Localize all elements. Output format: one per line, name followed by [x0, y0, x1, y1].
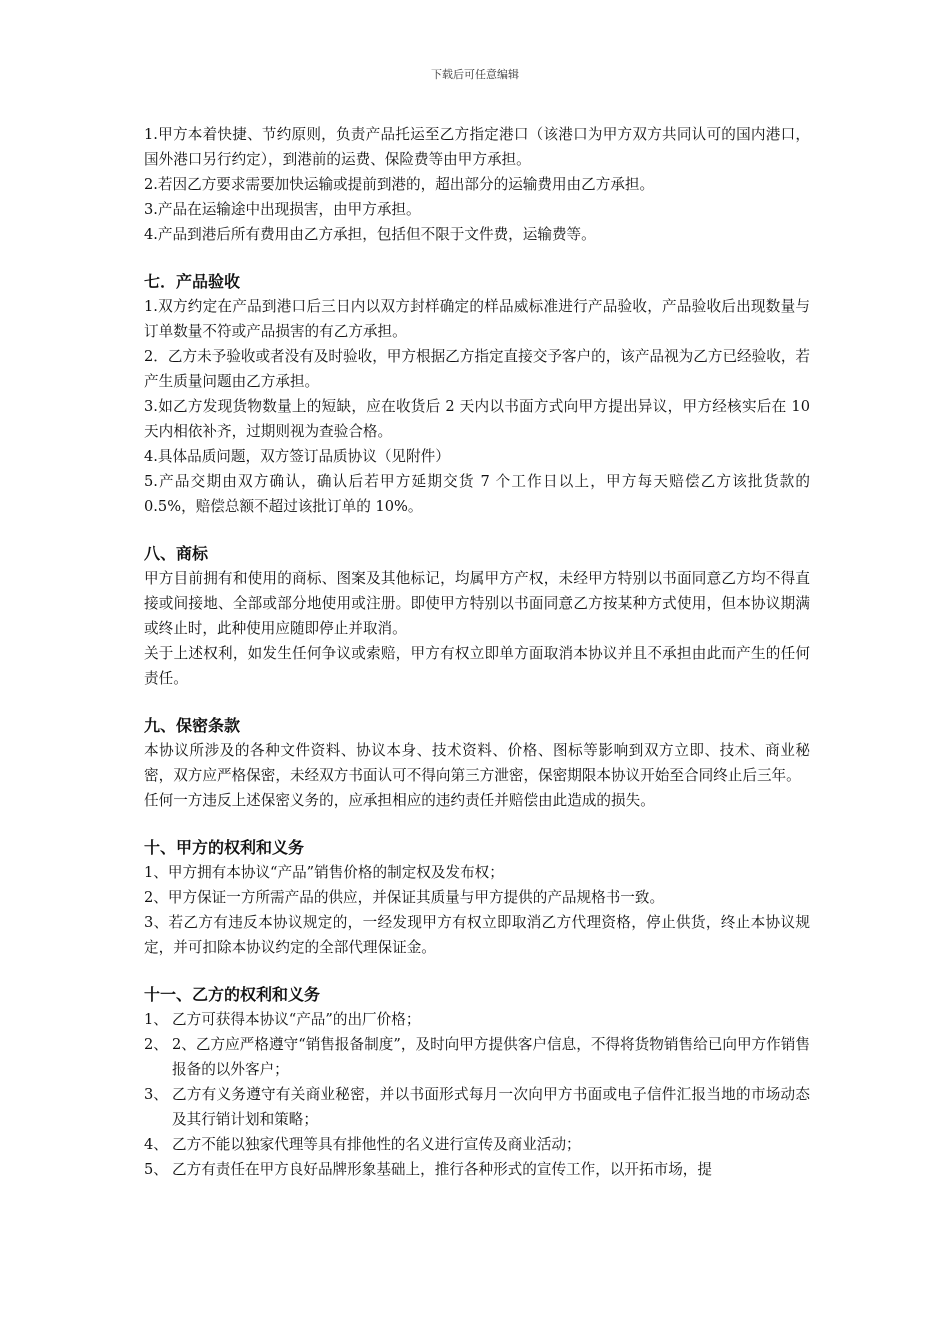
list-text: 2、乙方应严格遵守“销售报备制度”，及时向甲方提供客户信息，不得将货物销售给已向甲方作销售报备的以外客户；: [172, 1036, 810, 1078]
section-party-a-rights: [144, 835, 810, 960]
list-item: [144, 1007, 810, 1032]
paragraph: 3、若乙方有违反本协议规定的，一经发现甲方有权立即取消乙方代理资格，停止供货，终止本协议规定，并可扣除本协议约定的全部代理保证金。: [144, 914, 810, 956]
paragraph: 关于上述权利，如发生任何争议或索赔，甲方有权立即单方面取消本协议并且不承担由此而产生的任何责任。: [144, 645, 810, 687]
intro-block: [144, 122, 810, 247]
list-number: 1、: [144, 1011, 168, 1028]
paragraph: 3.如乙方发现货物数量上的短缺，应在收货后 2 天内以书面方式向甲方提出异议，甲方经核实后在 10 天内相依补齐，过期则视为查验合格。: [144, 398, 810, 440]
paragraph: 任何一方违反上述保密义务的，应承担相应的违约责任并赔偿由此造成的损失。: [144, 792, 655, 809]
list-number: 3、: [144, 1086, 168, 1103]
list-text: 乙方可获得本协议“产品”的出厂价格；: [172, 1011, 421, 1028]
paragraph: 2、甲方保证一方所需产品的供应，并保证其质量与甲方提供的产品规格书一致。: [144, 889, 665, 906]
paragraph: 4.具体品质问题，双方签订品质协议（见附件）: [144, 448, 450, 465]
paragraph: 4.产品到港后所有费用由乙方承担，包括但不限于文件费，运输费等。: [144, 226, 596, 243]
paragraph: 1、甲方拥有本协议“产品”销售价格的制定权及发布权；: [144, 864, 504, 881]
list-item: [144, 1132, 810, 1157]
list-text: 乙方不能以独家代理等具有排他性的名义进行宣传及商业活动；: [172, 1136, 581, 1153]
list-item: [144, 1032, 810, 1082]
document-body: [144, 122, 810, 1182]
page-header: 下载后可任意编辑: [431, 68, 519, 81]
paragraph: 1.甲方本着快捷、节约原则，负责产品托运至乙方指定港口（该港口为甲方双方共同认可的国内港口，国外港口另行约定），到港前的运费、保险费等由甲方承担。: [144, 126, 810, 168]
paragraph: 2.若因乙方要求需要加快运输或提前到港的，超出部分的运输费用由乙方承担。: [144, 176, 655, 193]
list-number: 4、: [144, 1136, 168, 1153]
section-party-b-rights: [144, 982, 810, 1182]
paragraph: 5.产品交期由双方确认，确认后若甲方延期交货 7 个工作日以上，甲方每天赔偿乙方该批货款的 0.5%，赔偿总额不超过该批订单的 10%。: [144, 473, 810, 515]
section-confidentiality: [144, 713, 810, 813]
section-title: 八、商标: [144, 544, 209, 563]
list-number: 2、: [144, 1036, 168, 1053]
list-item: [144, 1082, 810, 1132]
paragraph: 3.产品在运输途中出现损害，由甲方承担。: [144, 201, 421, 218]
list-text: 乙方有义务遵守有关商业秘密，并以书面形式每月一次向甲方书面或电子信件汇报当地的市场动态及其行销计划和策略；: [172, 1086, 810, 1128]
section-title: 九、保密条款: [144, 716, 241, 735]
list-item: [144, 1157, 810, 1182]
list-number: 5、: [144, 1161, 168, 1178]
paragraph: 1.双方约定在产品到港口后三日内以双方封样确定的样品威标准进行产品验收，产品验收后出现数量与订单数量不符或产品损害的有乙方承担。: [144, 298, 810, 340]
paragraph: 甲方目前拥有和使用的商标、图案及其他标记，均属甲方产权，未经甲方特别以书面同意乙方均不得直接或间接地、全部或部分地使用或注册。即使甲方特别以书面同意乙方按某种方式使用，但本协议期满或终止时，此种使用应随即停止并取消。: [144, 570, 810, 637]
paragraph: 本协议所涉及的各种文件资料、协议本身、技术资料、价格、图标等影响到双方立即、技术、商业秘密，双方应严格保密，未经双方书面认可不得向第三方泄密，保密期限本协议开始至合同终止后三年。: [144, 742, 810, 784]
section-product-acceptance: [144, 269, 810, 519]
section-title: 十、甲方的权利和义务: [144, 838, 305, 857]
section-title: 十一、乙方的权利和义务: [144, 985, 321, 1004]
section-trademark: [144, 541, 810, 691]
section-title: 七．产品验收: [144, 272, 241, 291]
list-text: 乙方有责任在甲方良好品牌形象基础上，推行各种形式的宣传工作，以开拓市场，提: [172, 1161, 712, 1178]
paragraph: 2．乙方未予验收或者没有及时验收，甲方根据乙方指定直接交予客户的，该产品视为乙方已经验收，若产生质量问题由乙方承担。: [144, 348, 811, 390]
